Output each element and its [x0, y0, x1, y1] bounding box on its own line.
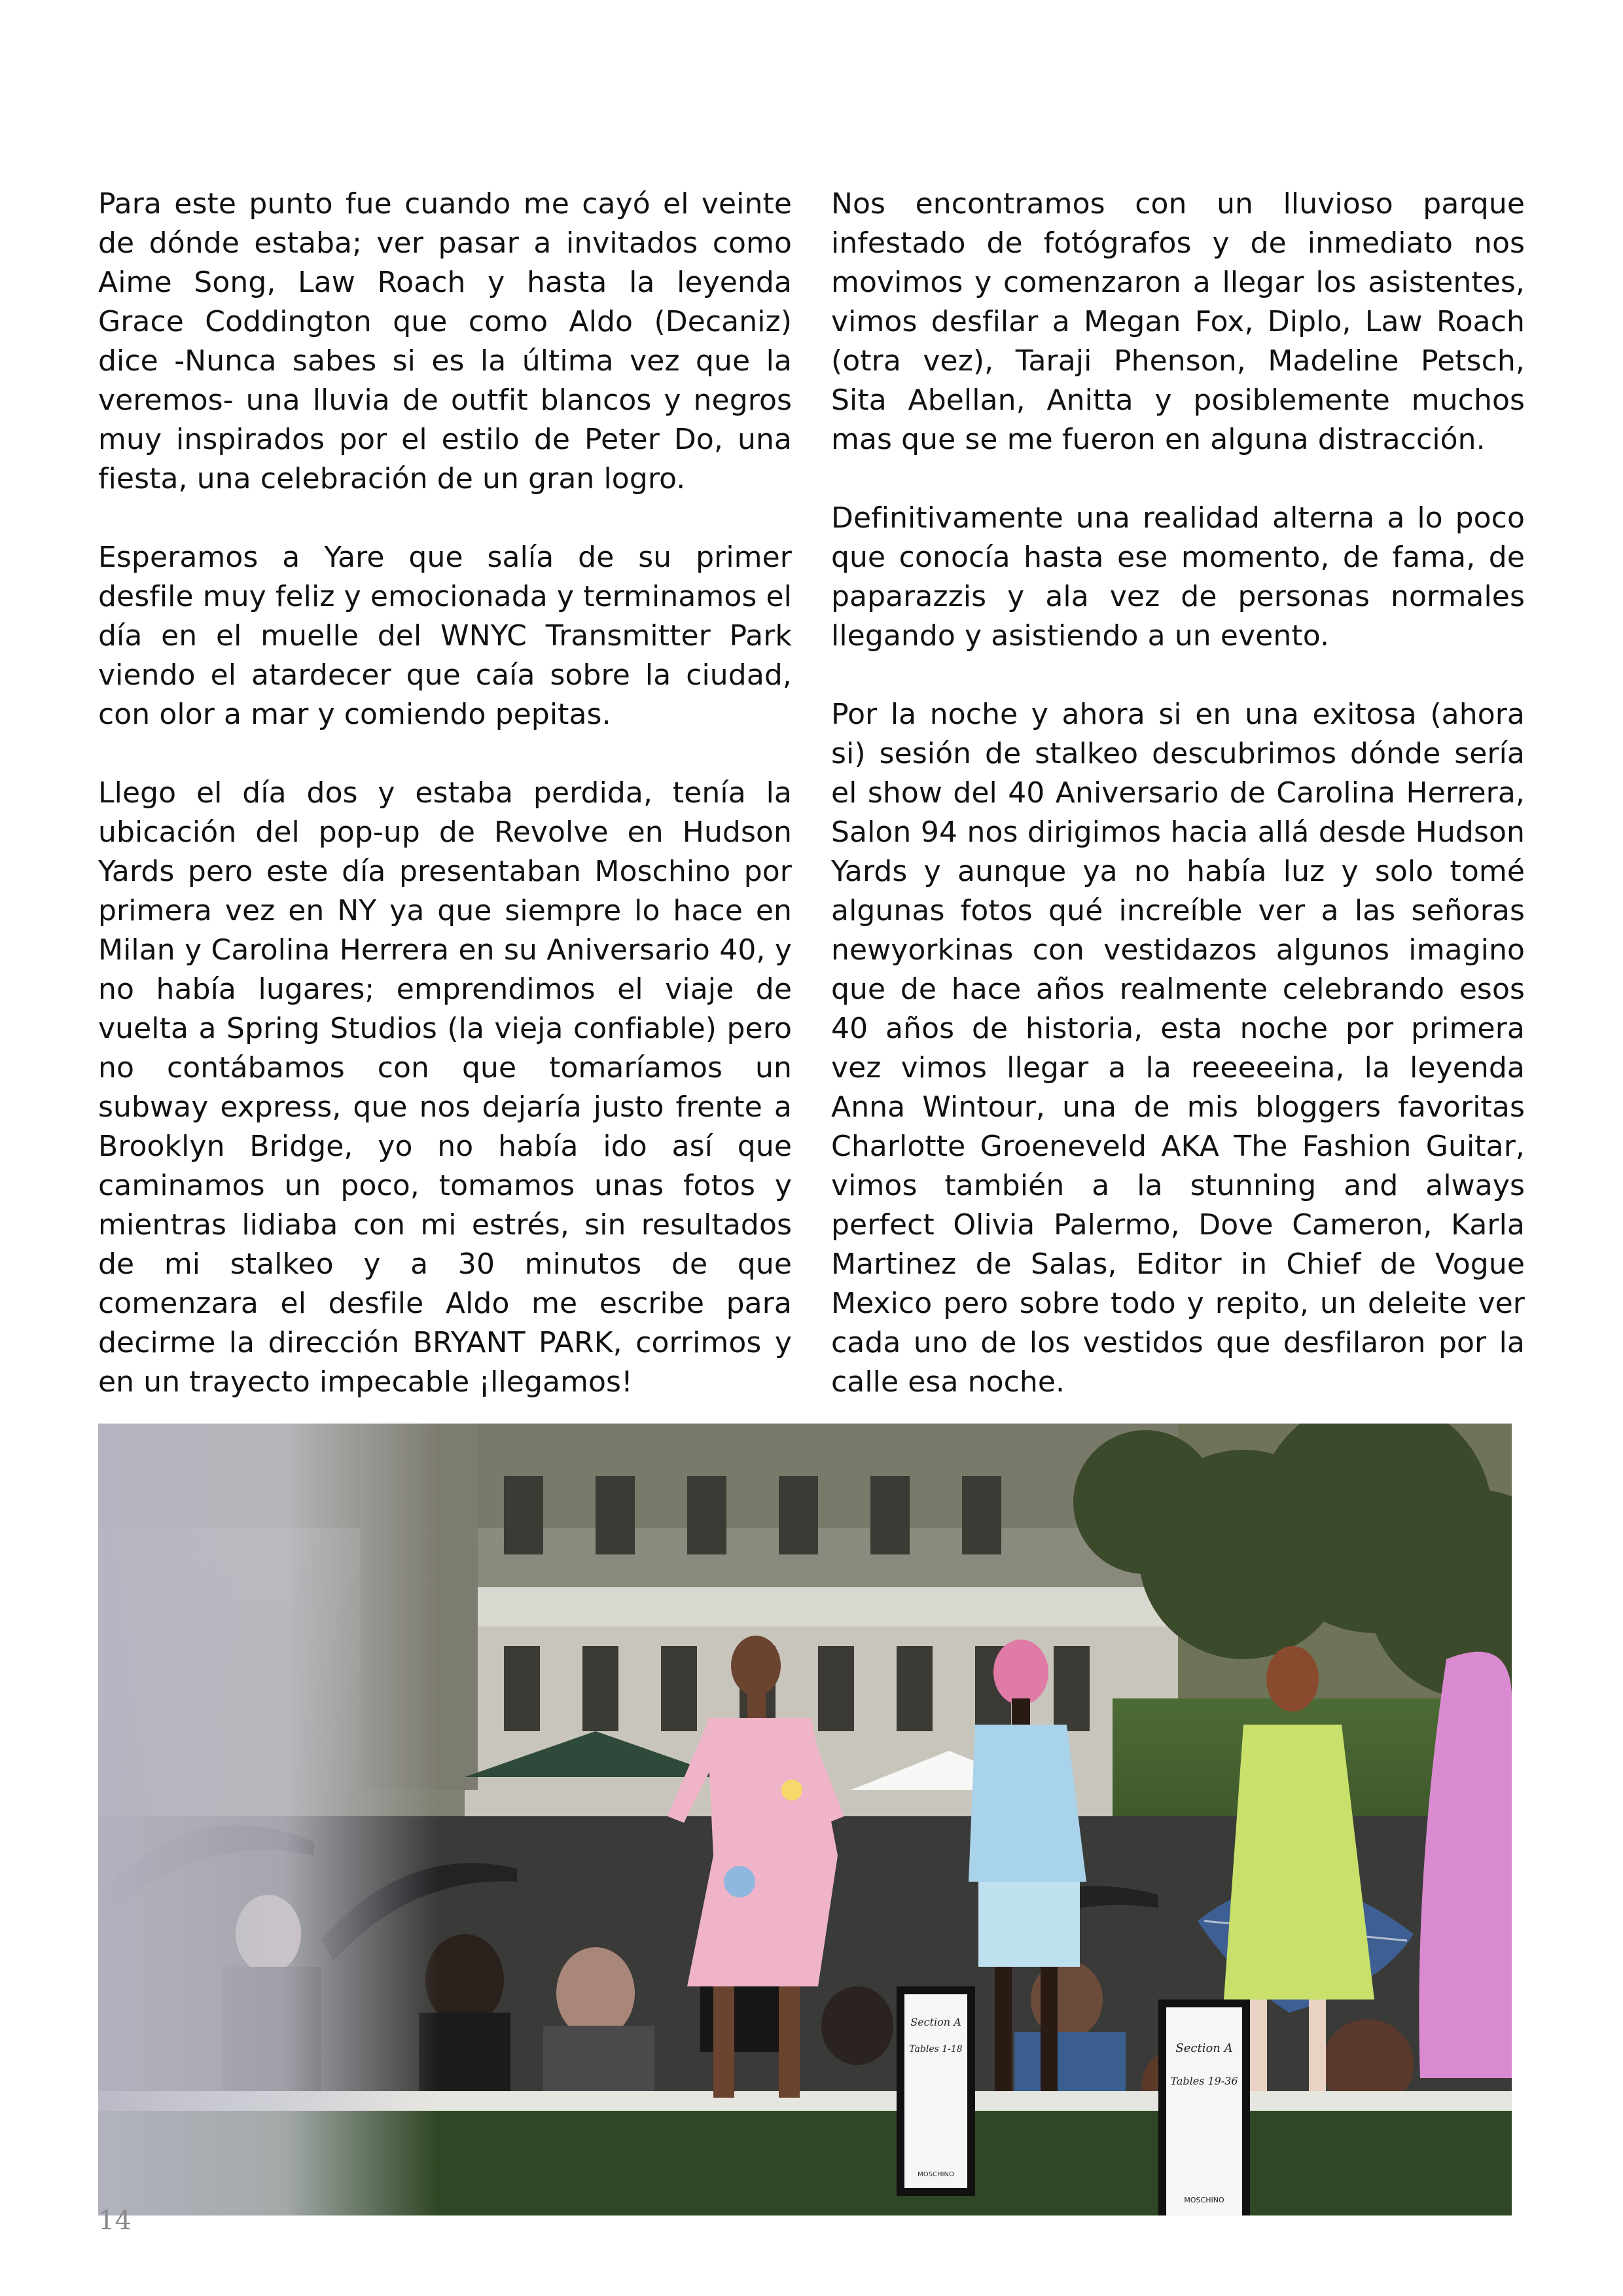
article-paragraph: Nos encontramos con un lluvioso parque infestado de fotógrafos y de inmediato nos movimos y comenzaron a llegar los asistentes, vimos desfilar a Megan Fox, Diplo, Law Roach (otra vez), Taraji Phenson, Madeline Petsch, Sita Abellan, Anitta y posiblemente muchos mas que se me fueron en alguna distracción.	[831, 187, 1525, 456]
article-paragraph: Por la noche y ahora si en una exitosa (ahora si) sesión de stalkeo descubrimos dónde sería el show del 40 Aniversario de Carolina Herrera, Salon 94 nos dirigimos hacia allá desde Hudson Yards y aunque ya no había luz y solo tomé algunas fotos qué increíble ver a las señoras newyorkinas con vestidazos algunos imagino que de hace años realmente celebrando esos 40 años de historia, esta noche por primera vez vimos llegar a la reeeeeina, la leyenda Anna Wintour, una de mis bloggers favoritas Charlotte Groeneveld AKA The Fashion Guitar, vimos también a la stunning and always perfect Olivia Palermo, Dove Cameron, Karla Martinez de Salas, Editor in Chief de Vogue Mexico pero sobre todo y repito, un deleite ver cada uno de los vestidos que desfilaron por la calle esa noche.	[831, 698, 1525, 1399]
section-sign-1	[897, 1986, 975, 2196]
article-paragraph: Definitivamente una realidad alterna a lo poco que conocía hasta ese momento, de fama, de paparazzis y ala vez de personas normales llegando y asistiendo a un evento.	[831, 501, 1525, 653]
sign-tables-label: Tables 1-18	[909, 2044, 963, 2054]
sign-tables-label: Tables 19-36	[1170, 2075, 1238, 2087]
page-number: 14	[98, 2206, 132, 2236]
article-paragraph: Para este punto fue cuando me cayó el veinte de dónde estaba; ver pasar a invitados como Aime Song, Law Roach y hasta la leyenda Grace Coddington que como Aldo (Decaniz) dice -Nunca sabes si es la última vez que la veremos- una lluvia de outfit blancos y negros muy inspirados por el estilo de Peter Do, una fiesta, una celebración de un gran logro.	[98, 187, 792, 495]
article-paragraph: Esperamos a Yare que salía de su primer desfile muy feliz y emocionada y terminamos el día en el muelle del WNYC Transmitter Park viendo el atardecer que caía sobre la ciudad, con olor a mar y comiendo pepitas.	[98, 541, 792, 731]
sign-section-label: Section A	[1175, 2041, 1233, 2055]
sign-section-label: Section A	[910, 2016, 961, 2028]
article-column-right	[831, 185, 1525, 1402]
article-paragraph: Llego el día dos y estaba perdida, tenía la ubicación del pop-up de Revolve en Hudson Yards pero este día presentaban Moschino por primera vez en NY ya que siempre lo hace en Milan y Carolina Herrera en su Aniversario 40, y no había lugares; emprendimos el viaje de vuelta a Spring Studios (la vieja confiable) pero no contábamos con que tomaríamos un subway express, que nos dejaría justo frente a Brooklyn Bridge, yo no había ido así que caminamos un poco, tomamos unas fotos y mientras lidiaba con mi estrés, sin resultados de mi stalkeo y a 30 minutos de que comenzara el desfile Aldo me escribe para decirme la dirección BRYANT PARK, corrimos y en un trayecto impecable ¡llegamos!	[98, 776, 792, 1399]
runway-photo	[98, 1424, 1512, 2215]
sign-brand-label: MOSCHINO	[918, 2171, 954, 2178]
sign-brand-label: MOSCHINO	[1184, 2196, 1224, 2204]
article-column-left	[98, 185, 792, 1402]
section-sign-2	[1158, 2000, 1250, 2215]
